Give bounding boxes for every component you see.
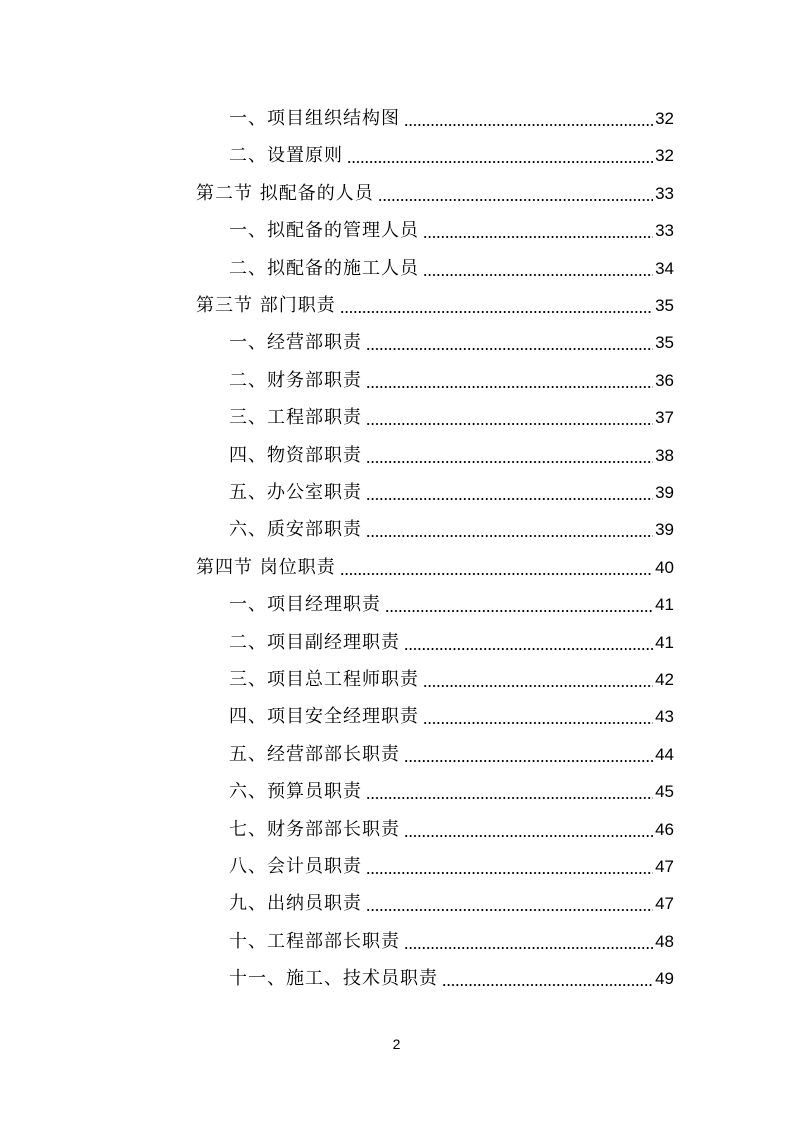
toc-entry-label: 八、会计员职责 — [229, 856, 362, 877]
toc-entry[interactable] — [229, 624, 674, 654]
toc-leader-dots — [404, 648, 653, 650]
toc-entry-label: 一、项目经理职责 — [229, 594, 381, 616]
toc-entry[interactable] — [196, 549, 674, 579]
toc-entry[interactable] — [196, 287, 674, 317]
toc-leader-dots — [366, 423, 653, 425]
toc-entry-page-number: 48 — [655, 931, 674, 951]
toc-leader-dots — [404, 947, 653, 949]
toc-entry[interactable] — [229, 811, 674, 841]
toc-entry-page-number: 35 — [655, 296, 674, 315]
toc-entry-label: 二、拟配备的施工人员 — [229, 257, 419, 279]
toc-entry-page-number: 49 — [655, 969, 674, 989]
toc-entry[interactable] — [229, 362, 674, 392]
toc-entry[interactable] — [229, 437, 674, 467]
toc-entry-page-number: 42 — [655, 670, 674, 689]
toc-leader-dots — [340, 573, 653, 575]
toc-entry-page-number: 39 — [655, 520, 674, 540]
toc-entry-page-number: 46 — [655, 819, 674, 839]
toc-entry-page-number: 47 — [655, 857, 674, 876]
toc-entry-page-number: 40 — [655, 557, 674, 577]
toc-entry[interactable] — [196, 175, 674, 205]
toc-leader-dots — [404, 760, 653, 762]
toc-leader-dots — [347, 161, 653, 163]
toc-entry-label: 四、项目安全经理职责 — [229, 706, 419, 728]
toc-entry-page-number: 36 — [655, 370, 674, 390]
toc-entry-page-number: 32 — [655, 146, 674, 166]
toc-leader-dots — [378, 199, 653, 201]
toc-leader-dots — [366, 909, 653, 911]
toc-leader-dots — [366, 461, 653, 463]
toc-entry-label: 六、质安部职责 — [229, 519, 362, 541]
toc-entry[interactable] — [229, 960, 674, 990]
toc-entry-label: 十一、施工、技术员职责 — [229, 968, 438, 990]
toc-entry[interactable] — [229, 212, 674, 242]
toc-entry[interactable] — [229, 137, 674, 167]
toc-entry-label: 第四节 岗位职责 — [196, 556, 336, 578]
toc-entry[interactable] — [229, 736, 674, 766]
toc-leader-dots — [340, 311, 653, 313]
toc-entry-label: 一、项目组织结构图 — [229, 108, 400, 129]
toc-entry[interactable] — [229, 474, 674, 504]
toc-entry[interactable] — [229, 661, 674, 691]
toc-leader-dots — [366, 535, 653, 537]
toc-entry-page-number: 47 — [655, 894, 674, 914]
toc-entry-label: 三、项目总工程师职责 — [229, 669, 419, 690]
toc-entry[interactable] — [229, 511, 674, 541]
toc-entry-label: 五、办公室职责 — [229, 482, 362, 503]
toc-entry[interactable] — [229, 885, 674, 915]
toc-entry-label: 第二节 拟配备的人员 — [196, 182, 374, 204]
toc-entry-page-number: 35 — [655, 333, 674, 353]
toc-entry-label: 第三节 部门职责 — [196, 295, 336, 316]
toc-entry-page-number: 41 — [655, 632, 674, 652]
toc-leader-dots — [366, 348, 653, 350]
toc-entry-page-number: 43 — [655, 707, 674, 727]
toc-leader-dots — [404, 835, 653, 837]
toc-leader-dots — [423, 274, 653, 276]
toc-entry-page-number: 39 — [655, 483, 674, 502]
page-number: 2 — [392, 1036, 401, 1052]
toc-leader-dots — [423, 236, 653, 238]
toc-leader-dots — [366, 797, 653, 799]
toc-leader-dots — [385, 610, 653, 612]
toc-entry-label: 二、设置原则 — [229, 145, 343, 167]
toc-leader-dots — [366, 498, 653, 500]
toc-entry[interactable] — [229, 324, 674, 354]
toc-entry[interactable] — [229, 923, 674, 953]
toc-leader-dots — [366, 386, 653, 388]
toc-leader-dots — [366, 872, 653, 874]
toc-leader-dots — [423, 722, 653, 724]
toc-entry-page-number: 34 — [655, 258, 674, 278]
toc-entry-label: 四、物资部职责 — [229, 444, 362, 466]
toc-entry[interactable] — [229, 773, 674, 803]
toc-entry-label: 九、出纳员职责 — [229, 893, 362, 915]
toc-entry-label: 二、项目副经理职责 — [229, 631, 400, 653]
toc-entry[interactable] — [229, 100, 674, 130]
toc-leader-dots — [404, 124, 653, 126]
toc-entry[interactable] — [229, 848, 674, 878]
toc-entry[interactable] — [229, 250, 674, 280]
toc-entry-label: 三、工程部职责 — [229, 407, 362, 429]
toc-entry-label: 六、预算员职责 — [229, 781, 362, 803]
toc-entry-label: 五、经营部部长职责 — [229, 743, 400, 765]
toc-leader-dots — [442, 984, 653, 986]
toc-entry-page-number: 37 — [655, 408, 674, 428]
toc-entry-label: 一、经营部职责 — [229, 332, 362, 354]
toc-entry-label: 一、拟配备的管理人员 — [229, 220, 419, 242]
toc-leader-dots — [423, 685, 653, 687]
toc-entry-page-number: 45 — [655, 782, 674, 802]
toc-entry-page-number: 33 — [655, 221, 674, 241]
toc-entry-page-number: 41 — [655, 595, 674, 615]
toc-entry[interactable] — [229, 399, 674, 429]
toc-entry-label: 二、财务部职责 — [229, 369, 362, 391]
toc-entry[interactable] — [229, 586, 674, 616]
toc-entry-page-number: 33 — [655, 183, 674, 203]
toc-entry[interactable] — [229, 698, 674, 728]
toc-entry-label: 十、工程部部长职责 — [229, 930, 400, 952]
toc-entry-page-number: 44 — [655, 744, 674, 764]
toc-entry-page-number: 38 — [655, 445, 674, 465]
toc-entry-label: 七、财务部部长职责 — [229, 818, 400, 840]
toc-entry-page-number: 32 — [655, 109, 674, 128]
